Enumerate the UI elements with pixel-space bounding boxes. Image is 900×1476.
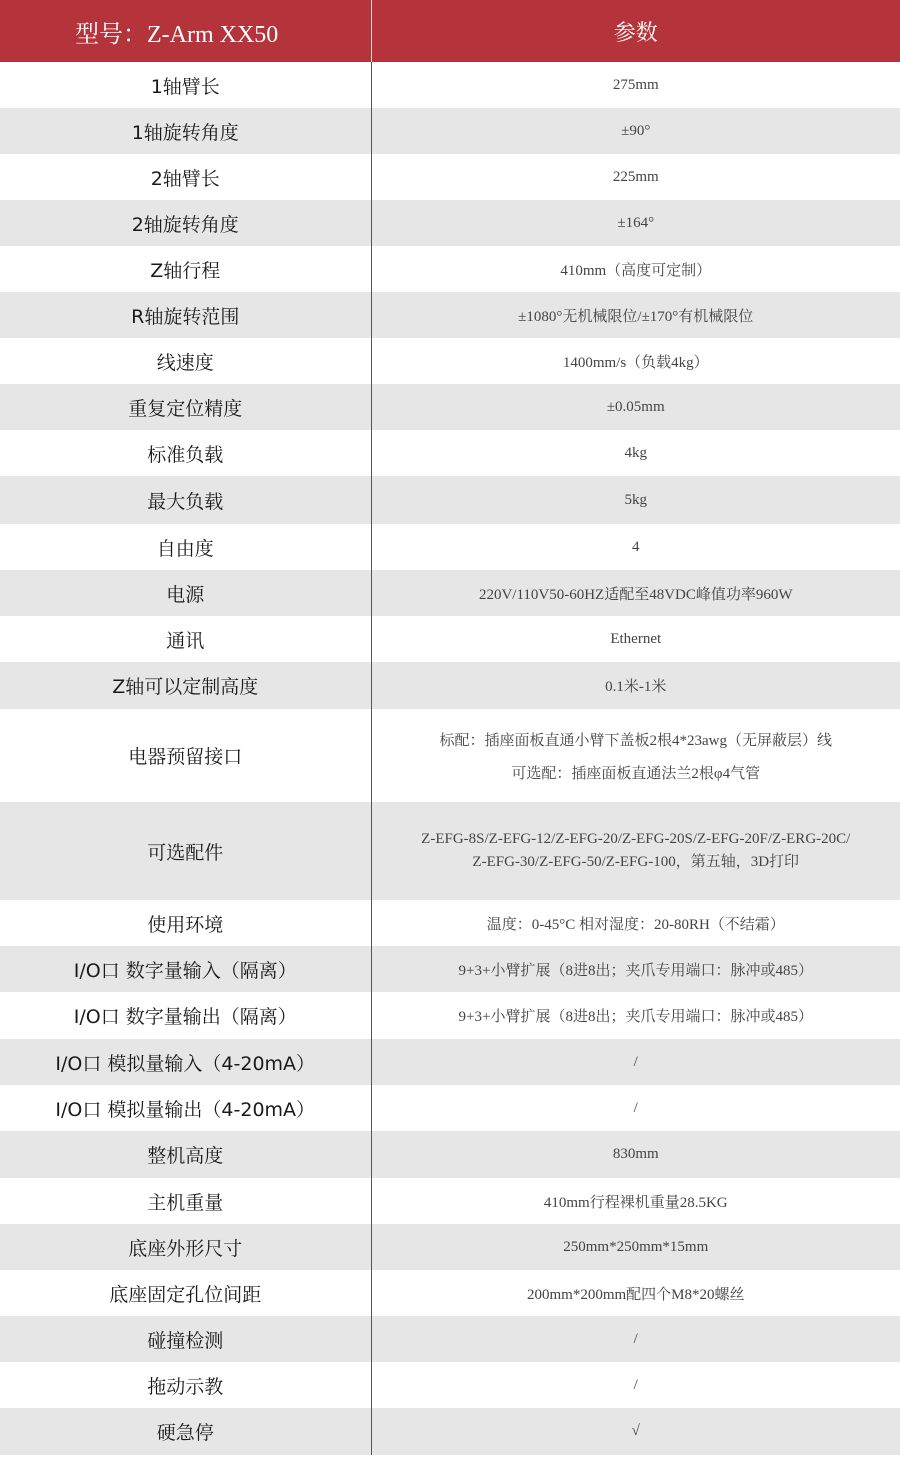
spec-value-line: 410mm行程裸机重量28.5KG — [543, 1194, 728, 1211]
spec-name: 主机重量 — [0, 1178, 371, 1224]
table-row — [0, 1362, 900, 1408]
spec-name: 电源 — [0, 570, 371, 616]
table-row — [0, 246, 900, 292]
spec-value-line: 275mm — [612, 76, 659, 93]
table-row — [0, 616, 900, 662]
table-row — [0, 200, 900, 246]
spec-value — [371, 430, 900, 476]
spec-value — [371, 900, 900, 946]
table-row — [0, 900, 900, 946]
spec-value-line: 4 — [632, 538, 640, 555]
spec-value-line: 9+3+小臂扩展（8进8出；夹爪专用端口：脉冲或485） — [458, 1009, 813, 1025]
spec-name: 底座外形尺寸 — [0, 1224, 371, 1270]
spec-value-line: 0.1米-1米 — [605, 679, 667, 695]
spec-value — [371, 570, 900, 616]
spec-value — [371, 1131, 900, 1178]
table-row — [0, 476, 900, 524]
spec-value — [371, 1085, 900, 1131]
spec-name: 碰撞检测 — [0, 1316, 371, 1362]
spec-value-line: ±90° — [621, 122, 651, 139]
table-row — [0, 62, 900, 108]
table-row — [0, 292, 900, 338]
spec-value-line: 410mm（高度可定制） — [560, 262, 712, 279]
table-row — [0, 946, 900, 992]
spec-value — [371, 709, 900, 802]
spec-value-line: 可选配：插座面板直通法兰2根φ4气管 — [511, 765, 761, 782]
spec-value-line: / — [633, 1330, 638, 1347]
spec-name: 可选配件 — [0, 802, 371, 900]
spec-value-line: 9+3+小臂扩展（8进8出；夹爪专用端口：脉冲或485） — [458, 962, 813, 979]
spec-value-line: 4kg — [624, 444, 647, 461]
spec-value-line: Z-EFG-8S/Z-EFG-12/Z-EFG-20/Z-EFG-20S/Z-EFG-20F/Z-ERG-20C/ — [421, 831, 851, 847]
table-row — [0, 662, 900, 709]
spec-value-line: 225mm — [612, 168, 659, 185]
spec-name: Z轴可以定制高度 — [0, 662, 371, 709]
spec-value-line: 220V/110V50-60HZ适配至48VDC峰值功率960W — [478, 586, 793, 603]
spec-value — [371, 292, 900, 338]
spec-name: 重复定位精度 — [0, 384, 371, 430]
spec-name: I/O口 数字量输出（隔离） — [0, 992, 371, 1039]
table-row — [0, 430, 900, 476]
spec-value — [371, 1039, 900, 1085]
spec-value — [371, 200, 900, 246]
spec-name: Z轴行程 — [0, 246, 371, 292]
spec-value — [371, 154, 900, 200]
table-row — [0, 992, 900, 1039]
spec-value-line: Ethernet — [610, 630, 662, 647]
table-row — [0, 1270, 900, 1316]
table-row — [0, 570, 900, 616]
spec-value — [371, 1224, 900, 1270]
spec-value — [371, 946, 900, 992]
spec-value — [371, 1178, 900, 1224]
spec-name: 使用环境 — [0, 900, 371, 946]
table-row — [0, 1131, 900, 1178]
spec-value — [371, 1316, 900, 1362]
spec-value — [371, 1270, 900, 1316]
table-row — [0, 384, 900, 430]
spec-value-line: 1400mm/s（负载4kg） — [562, 354, 709, 371]
spec-name: 1轴臂长 — [0, 62, 371, 108]
spec-name: 自由度 — [0, 524, 371, 570]
parameter-header: 参数 — [371, 0, 900, 62]
spec-name: 线速度 — [0, 338, 371, 384]
spec-name: 硬急停 — [0, 1408, 371, 1455]
spec-table-body — [0, 62, 900, 1455]
table-row — [0, 108, 900, 154]
table-row — [0, 1224, 900, 1270]
spec-name: 2轴臂长 — [0, 154, 371, 200]
spec-value — [371, 62, 900, 108]
spec-name: 底座固定孔位间距 — [0, 1270, 371, 1316]
table-row — [0, 154, 900, 200]
spec-value — [371, 992, 900, 1039]
spec-value-line: ±164° — [617, 214, 655, 231]
spec-value — [371, 384, 900, 430]
spec-value-line: 标配：插座面板直通小臂下盖板2根4*23awg（无屏蔽层）线 — [439, 732, 832, 749]
spec-value — [371, 108, 900, 154]
table-row — [0, 1039, 900, 1085]
spec-name: R轴旋转范围 — [0, 292, 371, 338]
spec-value-line: 250mm*250mm*15mm — [563, 1238, 709, 1255]
table-row — [0, 802, 900, 900]
spec-value — [371, 616, 900, 662]
spec-name: 整机高度 — [0, 1131, 371, 1178]
spec-name: I/O口 模拟量输出（4-20mA） — [0, 1085, 371, 1131]
spec-value-line: 5kg — [624, 491, 647, 508]
spec-value-line: 温度：0-45°C 相对湿度：20-80RH（不结霜） — [486, 916, 785, 933]
spec-name: 标准负载 — [0, 430, 371, 476]
spec-value-line: ±0.05mm — [606, 398, 665, 415]
spec-value-line: ±1080°无机械限位/±170°有机械限位 — [518, 308, 754, 325]
spec-value-line: / — [633, 1099, 638, 1116]
spec-value — [371, 802, 900, 900]
spec-value — [371, 476, 900, 524]
spec-value-line: Z-EFG-30/Z-EFG-50/Z-EFG-100，第五轴，3D打印 — [472, 854, 800, 870]
spec-value-line: / — [633, 1053, 638, 1070]
table-row — [0, 709, 900, 802]
spec-value — [371, 662, 900, 709]
table-row — [0, 1178, 900, 1224]
table-row — [0, 1316, 900, 1362]
spec-name: 通讯 — [0, 616, 371, 662]
spec-value-line: √ — [631, 1423, 640, 1439]
table-row — [0, 1085, 900, 1131]
spec-name: 电器预留接口 — [0, 709, 371, 802]
spec-value-line: / — [633, 1376, 638, 1393]
spec-name: 1轴旋转角度 — [0, 108, 371, 154]
spec-name: 2轴旋转角度 — [0, 200, 371, 246]
table-row — [0, 524, 900, 570]
spec-value-line: 200mm*200mm配四个M8*20螺丝 — [526, 1286, 745, 1303]
spec-name: I/O口 模拟量输入（4-20mA） — [0, 1039, 371, 1085]
spec-value-line: 830mm — [612, 1146, 659, 1162]
spec-value — [371, 1408, 900, 1455]
spec-value — [371, 338, 900, 384]
spec-value — [371, 246, 900, 292]
spec-name: I/O口 数字量输入（隔离） — [0, 946, 371, 992]
spec-name: 拖动示教 — [0, 1362, 371, 1408]
table-header-row — [0, 0, 900, 62]
spec-name: 最大负载 — [0, 476, 371, 524]
table-row — [0, 1408, 900, 1455]
table-row — [0, 338, 900, 384]
model-header: 型号：Z-Arm XX50 — [0, 0, 371, 62]
spec-value — [371, 524, 900, 570]
spec-value — [371, 1362, 900, 1408]
